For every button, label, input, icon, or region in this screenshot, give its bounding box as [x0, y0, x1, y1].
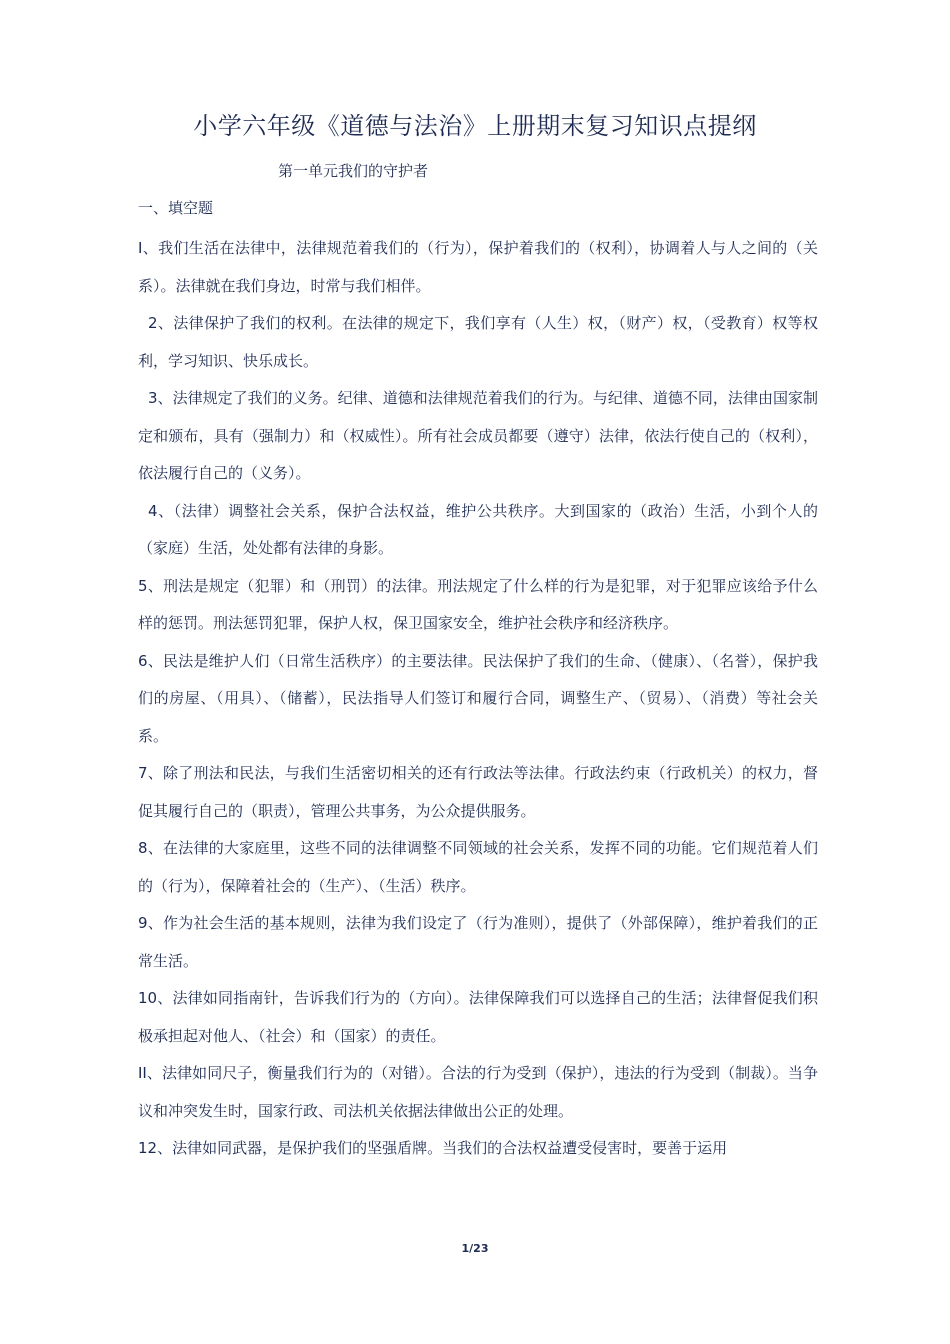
paragraph-9: 9、作为社会生活的基本规则，法律为我们设定了（行为准则），提供了（外部保障），维护着我们的正常生活。 — [138, 914, 818, 970]
paragraph-11: II、法律如同尺子，衡量我们行为的（对错）。合法的行为受到（保护），违法的行为受到（制裁）。当争议和冲突发生时，国家行政、司法机关依据法律做出公正的处理。 — [138, 1064, 818, 1120]
paragraph-7: 7、除了刑法和民法，与我们生活密切相关的还有行政法等法律。行政法约束（行政机关）的权力，督促其履行自己的（职责），管理公共事务，为公众提供服务。 — [138, 764, 818, 820]
paragraph-6: 6、民法是维护人们（日常生活秩序）的主要法律。民法保护了我们的生命、（健康）、（名誉），保护我们的房屋、（用具）、（储蓄），民法指导人们签订和履行合同，调整生产、（贸易）、（消费）等社会关系。 — [138, 651, 818, 745]
body-text — [138, 230, 818, 1168]
page-number: 1/23 — [461, 1242, 489, 1255]
document-title: 小学六年级《道德与法治》上册期末复习知识点提纲 — [193, 112, 757, 140]
paragraph-1: I、我们生活在法律中，法律规范着我们的（行为），保护着我们的（权利），协调着人与人之间的（关系）。法律就在我们身边，时常与我们相伴。 — [138, 239, 818, 295]
section-heading: 一、填空题 — [138, 199, 214, 217]
paragraph-3: 3、法律规定了我们的义务。纪律、道德和法律规范着我们的行为。与纪律、道德不同，法律由国家制定和颁布，具有（强制力）和（权威性）。所有社会成员都要（遵守）法律，依法行使自己的（权利），依法履行自己的（义务）。 — [138, 389, 818, 482]
paragraph-12: 12、法律如同武器，是保护我们的坚强盾牌。当我们的合法权益遭受侵害时，要善于运用 — [138, 1139, 728, 1157]
paragraph-2: 2、法律保护了我们的权利。在法律的规定下，我们享有（人生）权，（财产）权，（受教育）权等权利，学习知识、快乐成长。 — [138, 314, 818, 370]
paragraph-10: 10、法律如同指南针，告诉我们行为的（方向）。法律保障我们可以选择自己的生活；法律督促我们积极承担起对他人、（社会）和（国家）的责任。 — [138, 989, 818, 1045]
paragraph-8: 8、在法律的大家庭里，这些不同的法律调整不同领域的社会关系，发挥不同的功能。它们规范着人们的（行为），保障着社会的（生产）、（生活）秩序。 — [138, 839, 818, 895]
unit-subtitle: 第一单元我们的守护者 — [278, 162, 429, 180]
paragraph-4: 4、（法律）调整社会关系，保护合法权益，维护公共秩序。大到国家的（政治）生活，小到个人的（家庭）生活，处处都有法律的身影。 — [138, 501, 818, 557]
paragraph-5: 5、刑法是规定（犯罪）和（刑罚）的法律。刑法规定了什么样的行为是犯罪，对于犯罪应该给予什么样的惩罚。刑法惩罚犯罪，保护人权，保卫国家安全，维护社会秩序和经济秩序。 — [138, 576, 818, 632]
